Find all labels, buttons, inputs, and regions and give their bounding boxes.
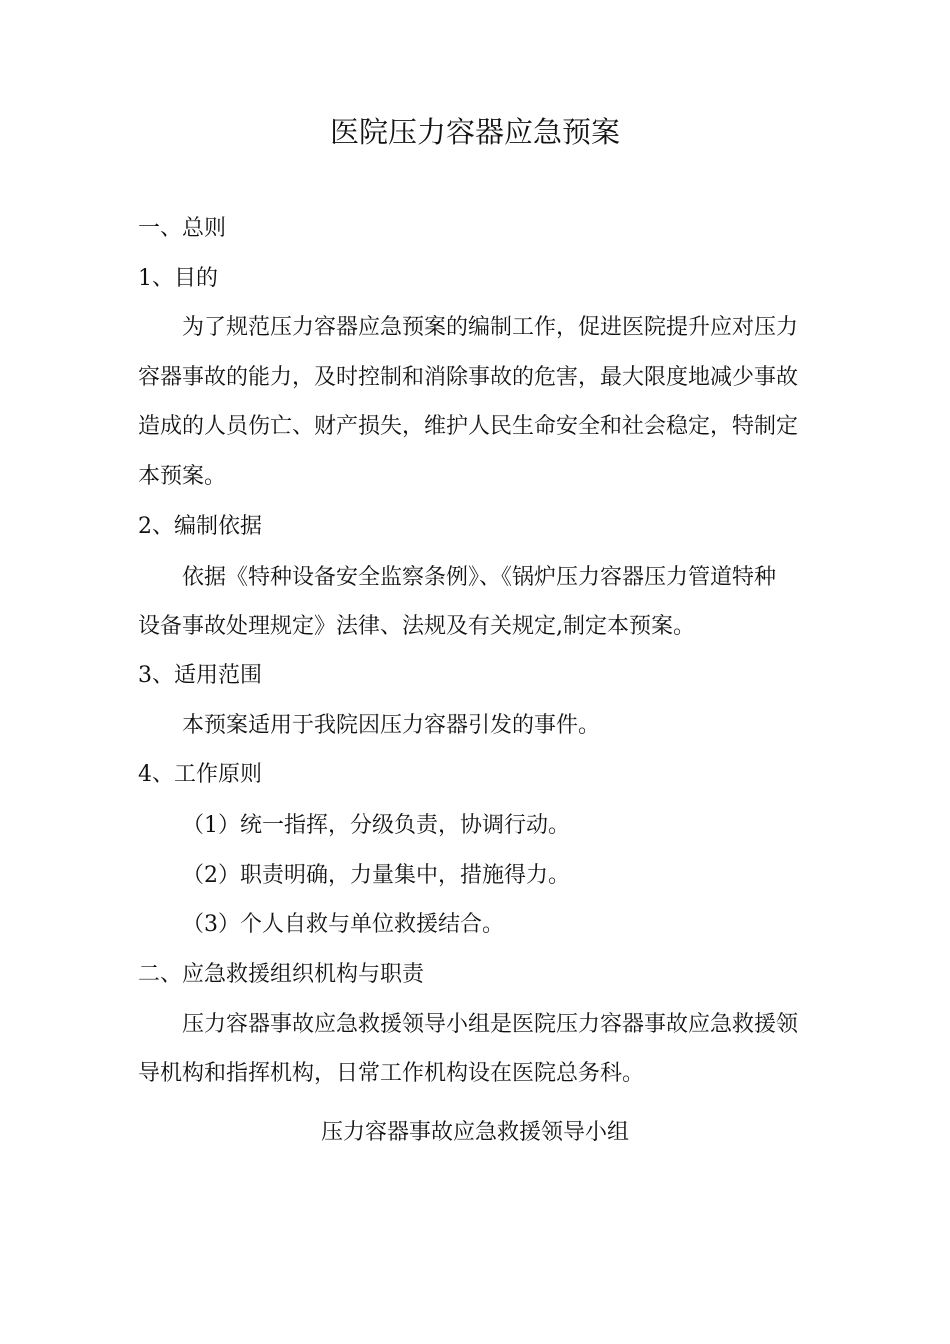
leadership-group-caption: 压力容器事故应急救援领导小组 [320, 1120, 629, 1145]
subsection-1-1-heading: 1、目的 [138, 266, 218, 291]
organization-paragraph-line-1: 压力容器事故应急救援领导小组是医院压力容器事故应急救援领 [182, 1012, 799, 1037]
principle-item-2: （2）职责明确，力量集中，措施得力。 [182, 863, 570, 888]
section-1-heading: 一、总则 [138, 216, 227, 241]
subsection-1-4-heading: 4、工作原则 [138, 762, 262, 787]
section-2-heading: 二、应急救援组织机构与职责 [138, 962, 425, 987]
organization-paragraph-line-2: 导机构和指挥机构，日常工作机构设在医院总务科。 [138, 1061, 645, 1086]
principle-item-1: （1）统一指挥，分级负责，协调行动。 [182, 813, 570, 838]
basis-paragraph-line-1: 依据《特种设备安全监察条例》、《锅炉压力容器压力管道特种 [182, 565, 777, 590]
scope-paragraph: 本预案适用于我院因压力容器引发的事件。 [182, 713, 601, 738]
subsection-1-2-heading: 2、编制依据 [138, 514, 262, 539]
basis-paragraph-line-2: 设备事故处理规定》法律、法规及有关规定,制定本预案。 [138, 614, 695, 639]
purpose-paragraph-line-1: 为了规范压力容器应急预案的编制工作，促进医院提升应对压力 [182, 315, 799, 340]
document-title: 医院压力容器应急预案 [329, 115, 620, 149]
purpose-paragraph-line-2: 容器事故的能力，及时控制和消除事故的危害，最大限度地减少事故 [138, 365, 799, 390]
purpose-paragraph-line-3: 造成的人员伤亡、财产损失，维护人民生命安全和社会稳定，特制定 [138, 414, 799, 439]
principle-item-3: （3）个人自救与单位救援结合。 [182, 912, 504, 937]
purpose-paragraph-line-4: 本预案。 [138, 464, 227, 489]
subsection-1-3-heading: 3、适用范围 [138, 663, 262, 688]
